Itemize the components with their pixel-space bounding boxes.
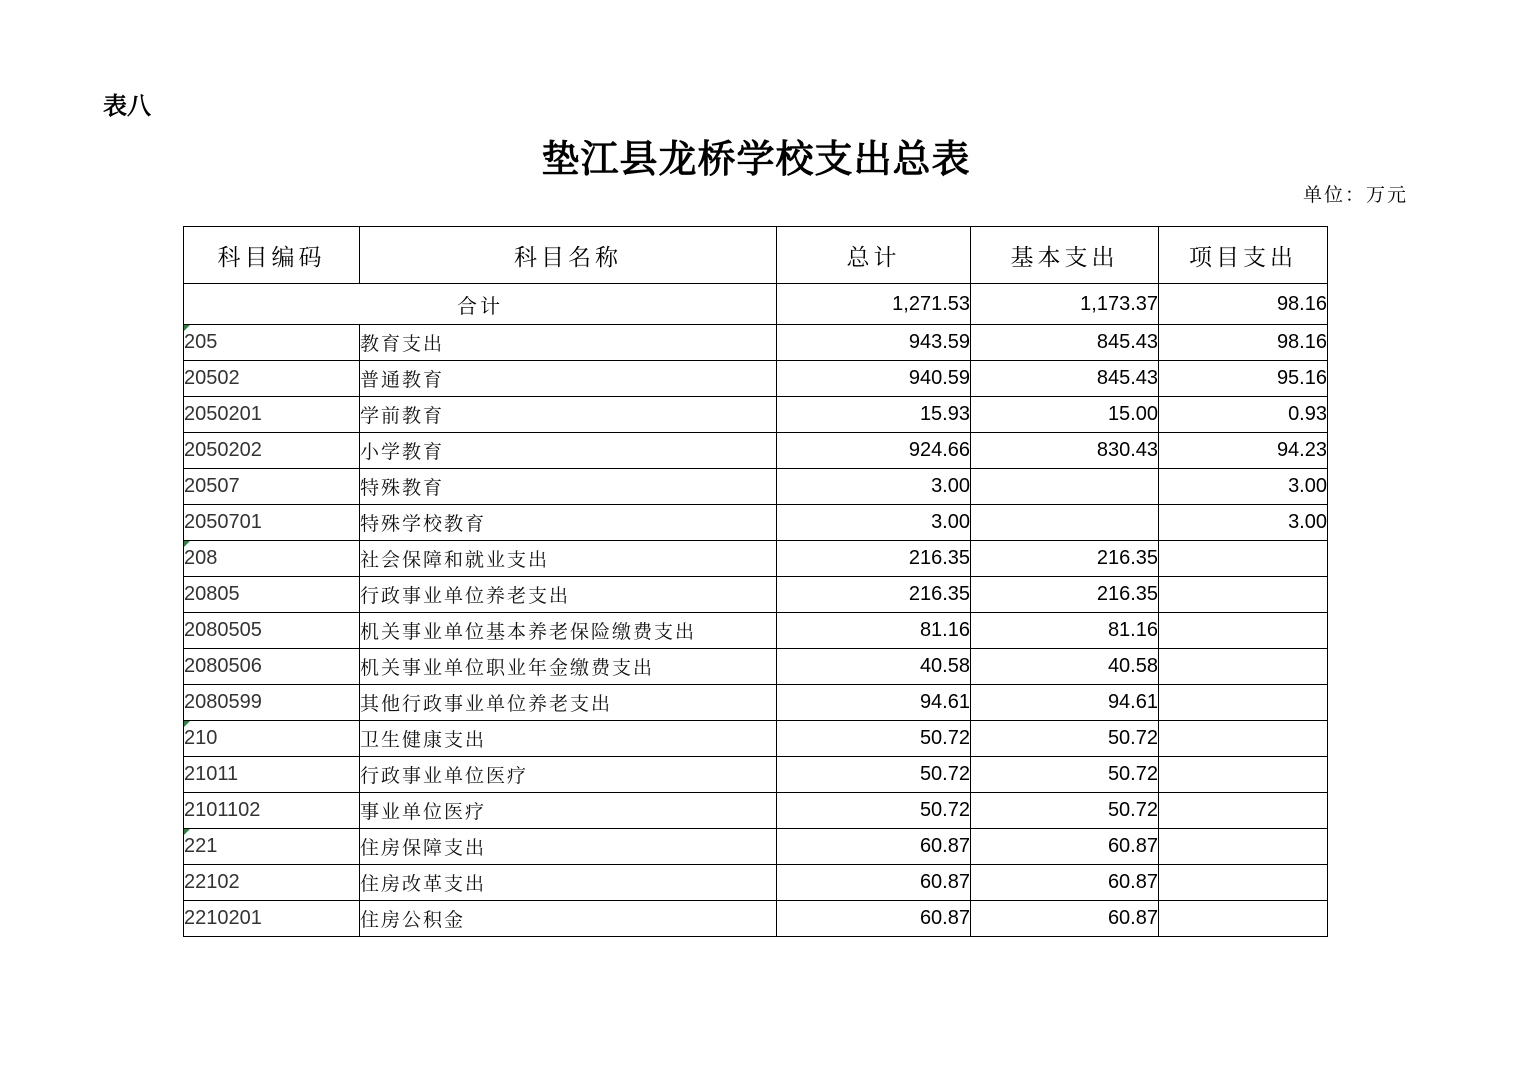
basic-cell: 216.35 (971, 541, 1159, 577)
name-cell: 事业单位医疗 (360, 793, 777, 829)
project-cell: 94.23 (1159, 433, 1328, 469)
header-project: 项目支出 (1159, 227, 1328, 284)
total-cell: 50.72 (777, 757, 971, 793)
name-cell: 特殊教育 (360, 469, 777, 505)
table-row (184, 793, 1328, 829)
project-cell (1159, 829, 1328, 865)
total-total: 1,271.53 (777, 284, 971, 325)
total-cell: 60.87 (777, 865, 971, 901)
total-cell: 940.59 (777, 361, 971, 397)
project-cell (1159, 577, 1328, 613)
table-row (184, 613, 1328, 649)
project-cell: 98.16 (1159, 325, 1328, 361)
code-cell: 20805 (184, 577, 360, 613)
project-cell: 3.00 (1159, 505, 1328, 541)
name-cell: 住房公积金 (360, 901, 777, 937)
basic-cell: 81.16 (971, 613, 1159, 649)
total-cell: 216.35 (777, 577, 971, 613)
project-cell: 95.16 (1159, 361, 1328, 397)
basic-cell (971, 505, 1159, 541)
total-cell: 50.72 (777, 721, 971, 757)
table-row (184, 865, 1328, 901)
total-label: 合计 (184, 284, 777, 325)
total-cell: 40.58 (777, 649, 971, 685)
name-cell: 小学教育 (360, 433, 777, 469)
code-cell: 20507 (184, 469, 360, 505)
table-row (184, 505, 1328, 541)
project-cell (1159, 721, 1328, 757)
code-cell: 2050201 (184, 397, 360, 433)
project-cell (1159, 685, 1328, 721)
code-cell: 2050701 (184, 505, 360, 541)
name-cell: 其他行政事业单位养老支出 (360, 685, 777, 721)
code-text: 221 (184, 835, 218, 857)
basic-cell: 60.87 (971, 901, 1159, 937)
code-cell: 2101102 (184, 793, 360, 829)
basic-cell (971, 469, 1159, 505)
name-cell: 机关事业单位职业年金缴费支出 (360, 649, 777, 685)
total-project: 98.16 (1159, 284, 1328, 325)
name-cell: 行政事业单位医疗 (360, 757, 777, 793)
code-cell (184, 829, 360, 865)
code-text: 208 (184, 547, 218, 569)
name-cell: 卫生健康支出 (360, 721, 777, 757)
table-row (184, 469, 1328, 505)
project-cell (1159, 649, 1328, 685)
basic-cell: 60.87 (971, 865, 1159, 901)
name-cell: 机关事业单位基本养老保险缴费支出 (360, 613, 777, 649)
table-row (184, 361, 1328, 397)
project-cell (1159, 541, 1328, 577)
project-cell (1159, 793, 1328, 829)
code-cell (184, 721, 360, 757)
code-cell: 22102 (184, 865, 360, 901)
code-text: 210 (184, 727, 218, 749)
name-cell: 住房保障支出 (360, 829, 777, 865)
code-cell: 2080505 (184, 613, 360, 649)
project-cell: 0.93 (1159, 397, 1328, 433)
code-text: 205 (184, 331, 218, 353)
total-cell: 3.00 (777, 469, 971, 505)
header-name: 科目名称 (360, 227, 777, 284)
total-basic: 1,173.37 (971, 284, 1159, 325)
name-cell: 社会保障和就业支出 (360, 541, 777, 577)
table-row (184, 325, 1328, 361)
name-cell: 行政事业单位养老支出 (360, 577, 777, 613)
code-cell: 2050202 (184, 433, 360, 469)
table-row (184, 685, 1328, 721)
total-cell: 60.87 (777, 901, 971, 937)
project-cell (1159, 613, 1328, 649)
basic-cell: 15.00 (971, 397, 1159, 433)
name-cell: 学前教育 (360, 397, 777, 433)
table-row (184, 649, 1328, 685)
table-number: 表八 (103, 92, 151, 120)
total-cell: 216.35 (777, 541, 971, 577)
project-cell (1159, 901, 1328, 937)
name-cell: 教育支出 (360, 325, 777, 361)
cell-marker-icon (184, 325, 190, 331)
total-cell: 924.66 (777, 433, 971, 469)
header-code: 科目编码 (184, 227, 360, 284)
total-cell: 3.00 (777, 505, 971, 541)
table-row (184, 757, 1328, 793)
table-row (184, 721, 1328, 757)
cell-marker-icon (184, 829, 190, 835)
basic-cell: 50.72 (971, 757, 1159, 793)
page-title: 垫江县龙桥学校支出总表 (541, 136, 971, 181)
basic-cell: 50.72 (971, 721, 1159, 757)
project-cell: 3.00 (1159, 469, 1328, 505)
project-cell (1159, 865, 1328, 901)
total-row (184, 284, 1328, 325)
header-row (184, 227, 1328, 284)
basic-cell: 50.72 (971, 793, 1159, 829)
basic-cell: 94.61 (971, 685, 1159, 721)
table-row (184, 433, 1328, 469)
name-cell: 普通教育 (360, 361, 777, 397)
name-cell: 特殊学校教育 (360, 505, 777, 541)
basic-cell: 830.43 (971, 433, 1159, 469)
header-basic: 基本支出 (971, 227, 1159, 284)
total-cell: 15.93 (777, 397, 971, 433)
cell-marker-icon (184, 721, 190, 727)
table-row (184, 541, 1328, 577)
code-cell: 2210201 (184, 901, 360, 937)
name-cell: 住房改革支出 (360, 865, 777, 901)
basic-cell: 40.58 (971, 649, 1159, 685)
code-cell (184, 541, 360, 577)
code-cell: 21011 (184, 757, 360, 793)
table-row (184, 577, 1328, 613)
header-total: 总计 (777, 227, 971, 284)
project-cell (1159, 757, 1328, 793)
basic-cell: 845.43 (971, 325, 1159, 361)
code-cell: 20502 (184, 361, 360, 397)
table-row (184, 901, 1328, 937)
basic-cell: 845.43 (971, 361, 1159, 397)
code-cell: 2080506 (184, 649, 360, 685)
total-cell: 943.59 (777, 325, 971, 361)
cell-marker-icon (184, 541, 190, 547)
total-cell: 94.61 (777, 685, 971, 721)
table-row (184, 397, 1328, 433)
expenditure-table (183, 226, 1328, 937)
total-cell: 60.87 (777, 829, 971, 865)
total-cell: 81.16 (777, 613, 971, 649)
unit-label: 单位：万元 (1303, 184, 1409, 206)
code-cell (184, 325, 360, 361)
total-cell: 50.72 (777, 793, 971, 829)
basic-cell: 216.35 (971, 577, 1159, 613)
basic-cell: 60.87 (971, 829, 1159, 865)
code-cell: 2080599 (184, 685, 360, 721)
table-row (184, 829, 1328, 865)
